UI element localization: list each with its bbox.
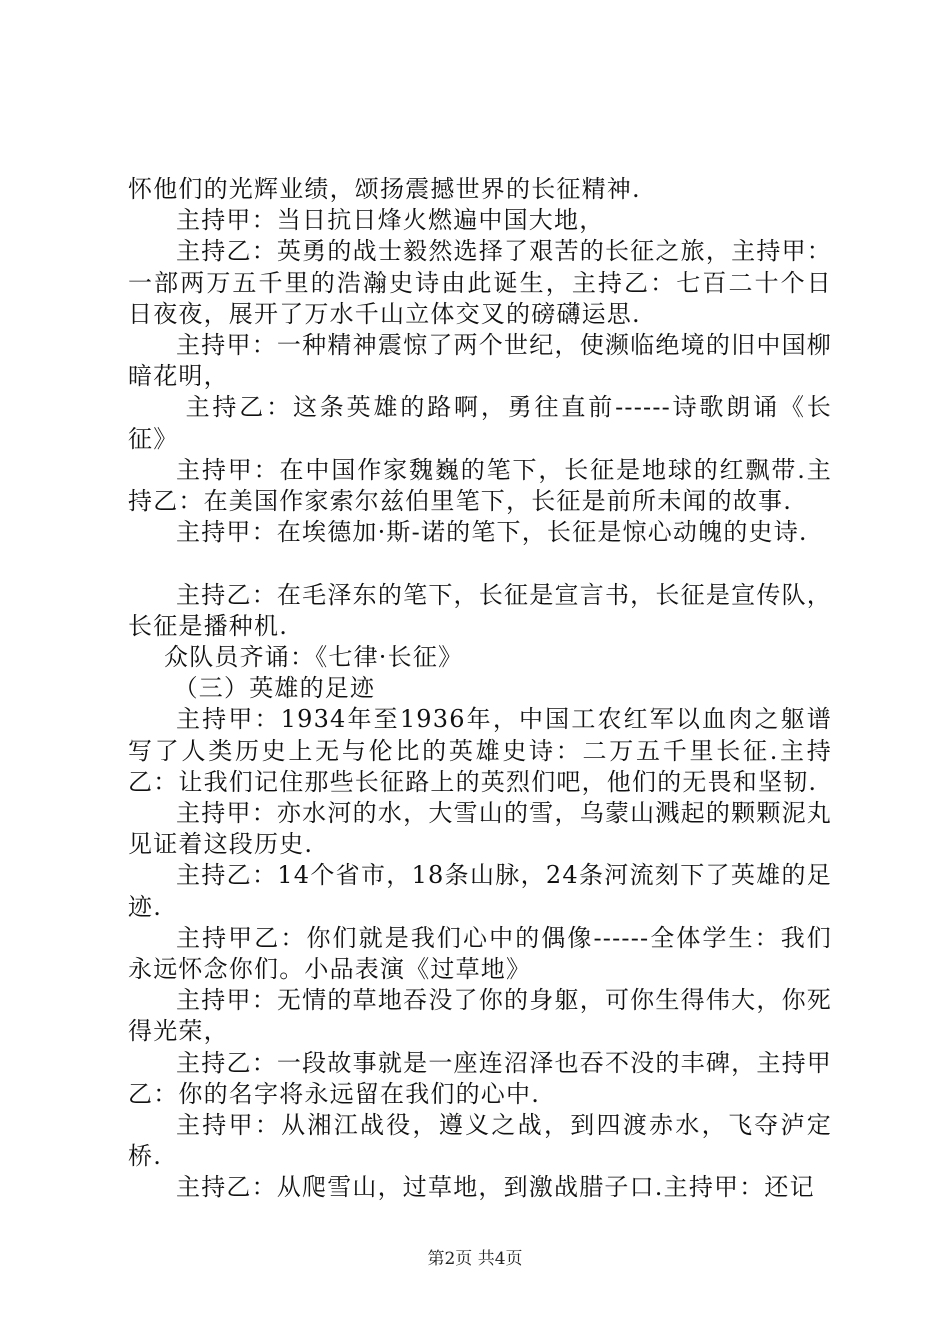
blank-line: [128, 548, 832, 579]
document-body: [128, 174, 832, 1204]
paragraph: 主持甲：1934年至1936年，中国工农红军以血肉之躯谱写了人类历史上无与伦比的英雄史诗：二万五千里长征.主持乙：让我们记住那些长征路上的英烈们吧，他们的无畏和坚韧.: [128, 705, 832, 796]
page-number-footer: 第2页 共4页: [427, 1249, 523, 1269]
paragraph: 主持乙：英勇的战士毅然选择了艰苦的长征之旅，主持甲：一部两万五千里的浩瀚史诗由此诞生，主持乙：七百二十个日日夜夜，展开了万水千山立体交叉的磅礴运思.: [128, 237, 832, 328]
paragraph: 主持乙：14个省市，18条山脉，24条河流刻下了英雄的足迹.: [128, 861, 832, 921]
paragraph: 主持甲：亦水河的水，大雪山的雪，乌蒙山溅起的颗颗泥丸见证着这段历史.: [128, 799, 832, 859]
paragraph: 主持甲：在埃德加·斯-诺的笔下，长征是惊心动魄的史诗.: [176, 518, 808, 547]
paragraph: 主持甲乙：你们就是我们心中的偶像------全体学生：我们永远怀念你们。小品表演《过草地》: [128, 923, 832, 984]
section-heading: （三）英雄的足迹: [173, 674, 376, 703]
paragraph: 主持甲：在中国作家魏巍的笔下，长征是地球的红飘带.主持乙：在美国作家索尔兹伯里笔下，长征是前所未闻的故事.: [128, 455, 832, 516]
paragraph: 主持乙：一段故事就是一座连沼泽也吞不没的丰碑，主持甲乙：你的名字将永远留在我们的心中.: [128, 1048, 832, 1108]
paragraph: 主持甲：无情的草地吞没了你的身躯，可你生得伟大，你死得光荣，: [128, 986, 832, 1046]
paragraph: 主持甲：当日抗日烽火燃遍中国大地，: [176, 206, 605, 235]
paragraph: 怀他们的光辉业绩，颂扬震撼世界的长征精神.: [128, 175, 641, 203]
paragraph: 主持乙：从爬雪山，过草地，到激战腊子口.主持甲：还记: [176, 1173, 815, 1202]
paragraph: 众队员齐诵：《七律·长征》: [164, 643, 464, 672]
paragraph: 主持乙：这条英雄的路啊，勇往直前------诗歌朗诵《长征》: [128, 393, 832, 453]
paragraph: 主持甲：一种精神震惊了两个世纪，使濒临绝境的旧中国柳暗花明，: [128, 331, 832, 391]
paragraph: 主持甲：从湘江战役，遵义之战，到四渡赤水，飞夺泸定桥.: [128, 1111, 832, 1171]
paragraph: 主持乙：在毛泽东的笔下，长征是宣言书，长征是宣传队，长征是播种机.: [128, 580, 832, 640]
